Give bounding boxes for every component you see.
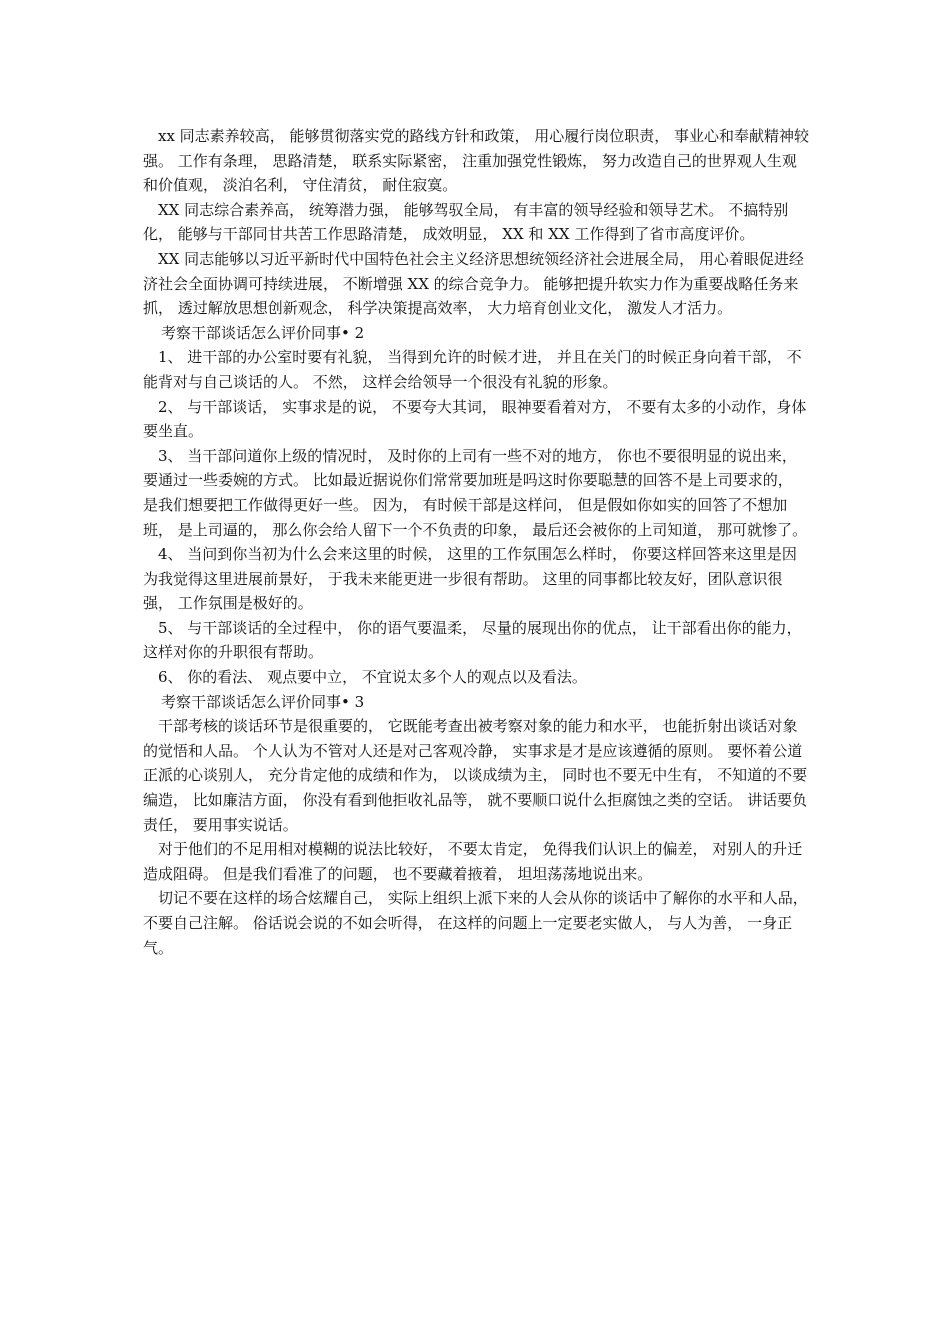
paragraph-tip-3: 3、 当干部问道你上级的情况时， 及时你的上司有一些不对的地方， 你也不要很明显的说出来， 要通过一些委婉的方式。 比如最近据说你们常常要加班是吗这时你要聪慧的回答不是上司要求的， 是我们想要把工作做得更好一些。 因为， 有时候干部是这样问， 但是假如你如实的回答了不想加班， 是上司逼的， 那么你会给人留下一个不负责的印象， 最后还会被你的上司知道， 那可就惨了。: [143, 446, 808, 539]
paragraph-section3-2: 对于他们的不足用相对模糊的说法比较好， 不要太肯定， 免得我们认识上的偏差， 对别人的升迁造成阻碍。 但是我们看准了的问题， 也不要藏着掖着， 坦坦荡荡地说出来。: [143, 840, 803, 883]
section-heading-2: 考察干部谈话怎么评价同事• 2: [161, 323, 365, 342]
paragraph-evaluation-3: XX 同志能够以习近平新时代中国特色社会主义经济思想统领经济社会进展全局， 用心着眼促进经济社会全面协调可持续进展， 不断增强 XX 的综合竞争力。 能够把提升软实力作为重要战略任务来抓， 透过解放思想创新观念， 科学决策提高效率， 大力培育创业文化， 激发人才活力。: [143, 249, 804, 318]
paragraph-tip-5: 5、 与干部谈话的全过程中， 你的语气要温柔， 尽量的展现出你的优点， 让干部看出你的能力， 这样对你的升职很有帮助。: [143, 618, 802, 662]
paragraph-section3-1: 干部考核的谈话环节是很重要的， 它既能考查出被考察对象的能力和水平， 也能折射出谈话对象的觉悟和人品。 个人认为不管对人还是对己客观冷静， 实事求是才是应该遵循的原则。 要怀着公道正派的心谈别人， 充分肯定他的成绩和作为， 以谈成绩为主， 同时也不要无中生有， 不知道的不要编造， 比如廉洁方面， 你没有看到他拒收礼品等， 就不要顺口说什么拒腐蚀之类的空话。 讲话要负责任， 要用事实说话。: [143, 717, 808, 834]
paragraph-evaluation-2: XX 同志综合素养高， 统筹潜力强， 能够驾驭全局， 有丰富的领导经验和领导艺术。 不搞特别化， 能够与干部同甘共苦工作思路清楚， 成效明显， XX 和 XX 工作得到了省市高度评价。: [143, 200, 789, 244]
paragraph-tip-6: 6、 你的看法、 观点要中立， 不宜说太多个人的观点以及看法。: [158, 668, 587, 687]
section-heading-3: 考察干部谈话怎么评价同事• 3: [161, 692, 365, 711]
paragraph-tip-4: 4、 当问到你当初为什么会来这里的时候， 这里的工作氛围怎么样时， 你要这样回答来这里是因为我觉得这里进展前景好， 于我未来能更进一步很有帮助。 这里的同事都比较友好，团队意识很强， 工作氛围是极好的。: [143, 545, 797, 613]
paragraph-tip-2: 2、 与干部谈话， 实事求是的说， 不要夸大其词， 眼神要看着对方， 不要有太多的小动作，身体要坐直。: [143, 397, 807, 441]
paragraph-evaluation-1: xx 同志素养较高， 能够贯彻落实党的路线方针和政策， 用心履行岗位职责， 事业心和奉献精神较强。 工作有条理， 思路清楚， 联系实际紧密， 注重加强党性锻炼， 努力改造自己的世界观人生观和价值观， 淡泊名利， 守住清贫， 耐住寂寞。: [143, 127, 809, 195]
paragraph-tip-1: 1、 进干部的办公室时要有礼貌， 当得到允许的时候才进， 并且在关门的时候正身向着干部， 不能背对与自己谈话的人。 不然， 这样会给领导一个很没有礼貌的形象。: [143, 348, 802, 391]
paragraph-section3-3: 切记不要在这样的场合炫耀自己， 实际上组织上派下来的人会从你的谈话中了解你的水平和人品， 不要自己注解。 俗话说会说的不如会听得， 在这样的问题上一定要老实做人， 与人为善， 一身正气。: [143, 889, 808, 957]
document-body: [143, 124, 809, 960]
